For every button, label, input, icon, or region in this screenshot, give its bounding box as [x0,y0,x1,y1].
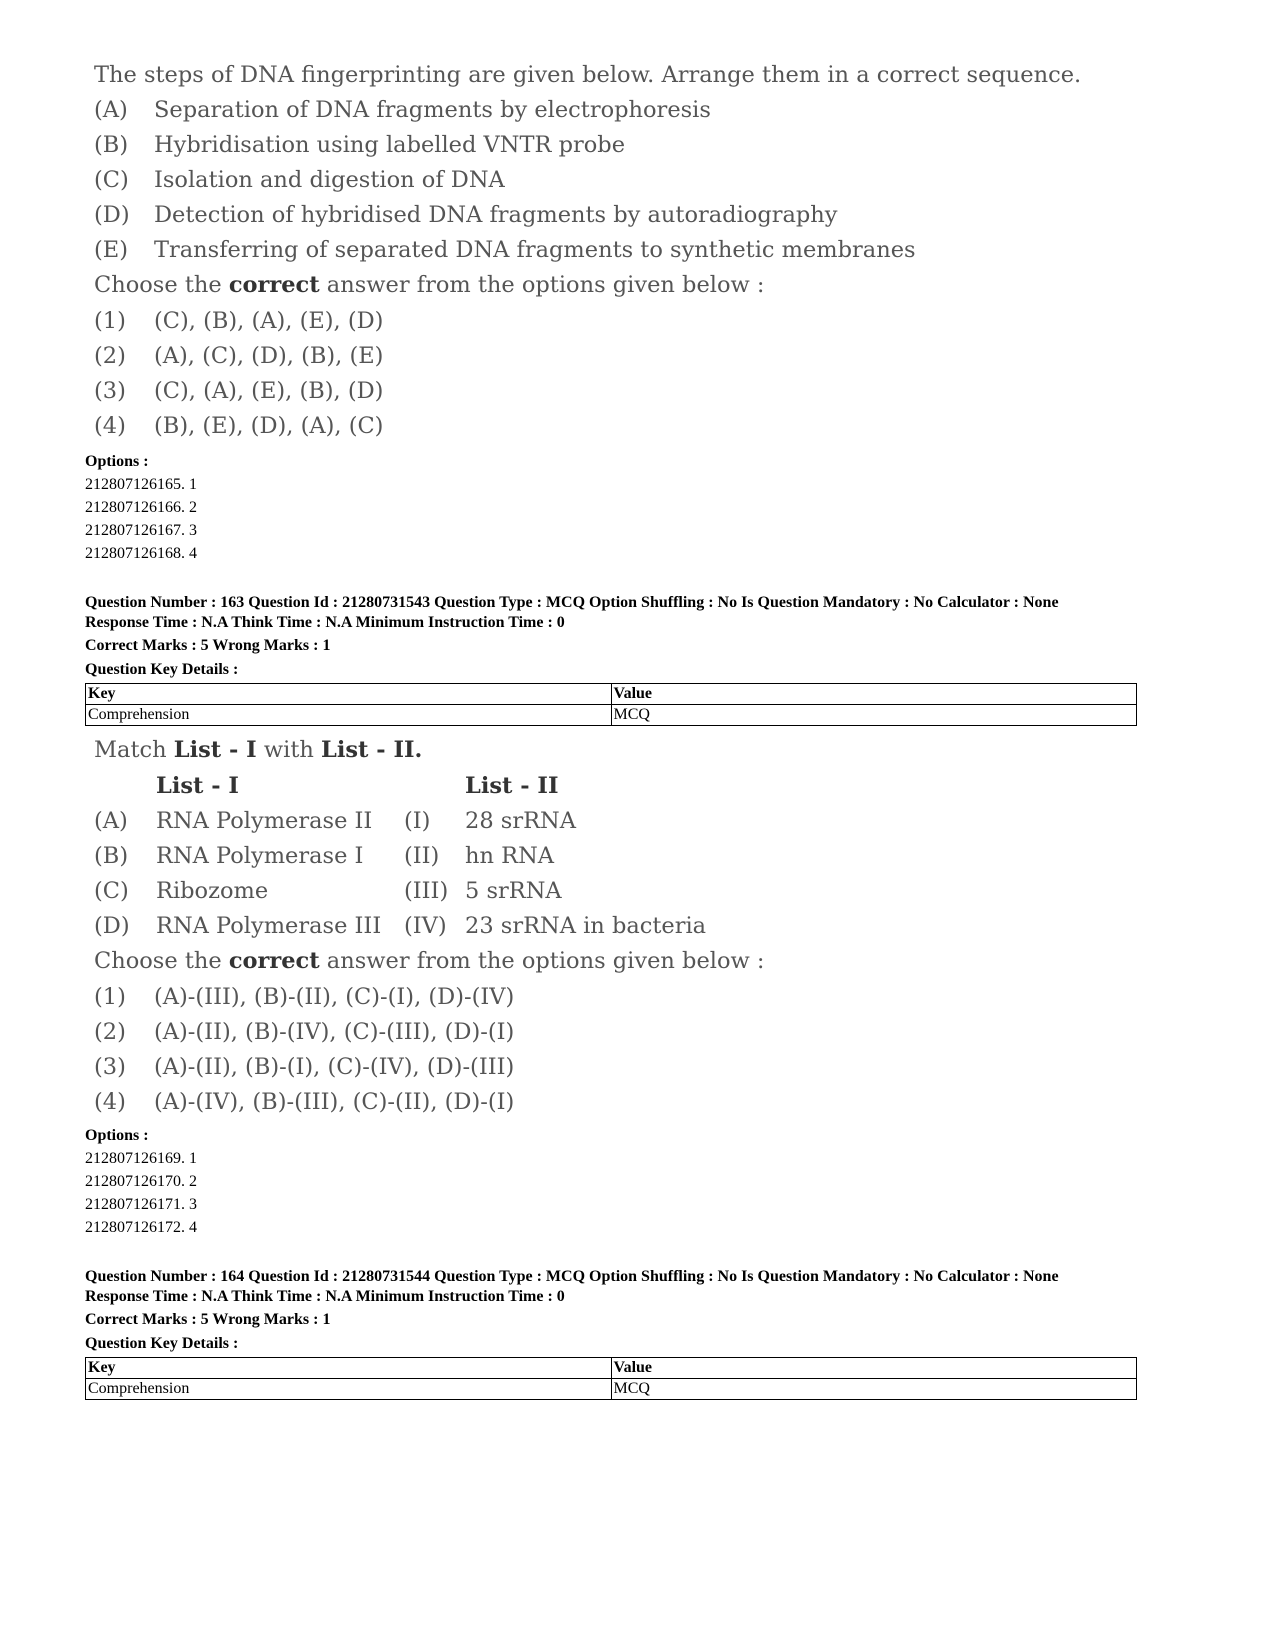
q163-choose-instruction: Choose the correct answer from the options given below : [94,948,765,974]
table-cell-value: MCQ [611,705,1137,726]
table-header-value: Value [611,1358,1137,1379]
q163-choice-1: (1) (A)-(III), (B)-(II), (C)-(I), (D)-(IV) [94,984,515,1010]
q163-meta-line-2: Response Time : N.A Think Time : N.A Minimum Instruction Time : 0 [85,614,565,631]
q162-option-3: 212807126167. 3 [85,522,197,539]
q164-meta-line-2: Response Time : N.A Think Time : N.A Minimum Instruction Time : 0 [85,1288,565,1305]
q162-intro: The steps of DNA fingerprinting are given below. Arrange them in a correct sequence. [94,62,1082,88]
table-header-key: Key [86,684,612,705]
list-2-header: List - II [465,773,559,799]
q162-step-b: (B) Hybridisation using labelled VNTR probe [94,132,626,158]
q163-choice-2: (2) (A)-(II), (B)-(IV), (C)-(III), (D)-(I) [94,1019,515,1045]
q162-step-e: (E) Transferring of separated DNA fragments to synthetic membranes [94,237,916,263]
q163-options-label: Options : [85,1127,149,1144]
table-cell-value: MCQ [611,1379,1137,1400]
q162-option-4: 212807126168. 4 [85,545,197,562]
table-cell-key: Comprehension [86,705,612,726]
q162-options-list [85,473,197,565]
table-header-row [86,1358,1137,1379]
q163-choice-3: (3) (A)-(II), (B)-(I), (C)-(IV), (D)-(III) [94,1054,515,1080]
table-header-row [86,684,1137,705]
q163-option-3: 212807126171. 3 [85,1196,197,1213]
q164-key-table [85,1357,1137,1400]
q163-list-headers [94,773,794,803]
q163-key-details-label: Question Key Details : [85,661,239,678]
q162-option-2: 212807126166. 2 [85,499,197,516]
list-1-header: List - I [156,773,239,799]
q162-choose-instruction: Choose the correct answer from the options given below : [94,272,765,298]
q163-match-row-c: (C) Ribozome (III) 5 srRNA [94,878,562,904]
q162-options-label: Options : [85,453,149,470]
q162-choice-1: (1) (C), (B), (A), (E), (D) [94,308,384,334]
q164-marks: Correct Marks : 5 Wrong Marks : 1 [85,1311,331,1328]
table-row [86,1379,1137,1400]
table-row [86,705,1137,726]
q163-match-row-d: (D) RNA Polymerase III (IV) 23 srRNA in bacteria [94,913,707,939]
q163-key-table [85,683,1137,726]
q163-match-row-a: (A) RNA Polymerase II (I) 28 srRNA [94,808,576,834]
q163-option-2: 212807126170. 2 [85,1173,197,1190]
q162-step-c: (C) Isolation and digestion of DNA [94,167,505,193]
table-header-value: Value [611,684,1137,705]
q162-choice-4: (4) (B), (E), (D), (A), (C) [94,413,384,439]
q163-intro: Match List - I with List - II. [94,737,423,763]
q163-marks: Correct Marks : 5 Wrong Marks : 1 [85,637,331,654]
table-header-key: Key [86,1358,612,1379]
q162-option-1: 212807126165. 1 [85,476,197,493]
q163-option-4: 212807126172. 4 [85,1219,197,1236]
table-cell-key: Comprehension [86,1379,612,1400]
q163-option-1: 212807126169. 1 [85,1150,197,1167]
q162-choice-2: (2) (A), (C), (D), (B), (E) [94,343,384,369]
q162-choice-3: (3) (C), (A), (E), (B), (D) [94,378,384,404]
q162-step-d: (D) Detection of hybridised DNA fragments by autoradiography [94,202,838,228]
q163-choice-4: (4) (A)-(IV), (B)-(III), (C)-(II), (D)-(I) [94,1089,515,1115]
q163-match-row-b: (B) RNA Polymerase I (II) hn RNA [94,843,555,869]
q162-step-a: (A) Separation of DNA fragments by electrophoresis [94,97,711,123]
q164-meta-line-1: Question Number : 164 Question Id : 21280731544 Question Type : MCQ Option Shuffling : No Is Question Mandatory : No Calculator : None [85,1268,1059,1285]
q164-key-details-label: Question Key Details : [85,1335,239,1352]
q163-meta-line-1: Question Number : 163 Question Id : 21280731543 Question Type : MCQ Option Shuffling : No Is Question Mandatory : No Calculator : None [85,594,1059,611]
q163-options-list [85,1147,197,1239]
